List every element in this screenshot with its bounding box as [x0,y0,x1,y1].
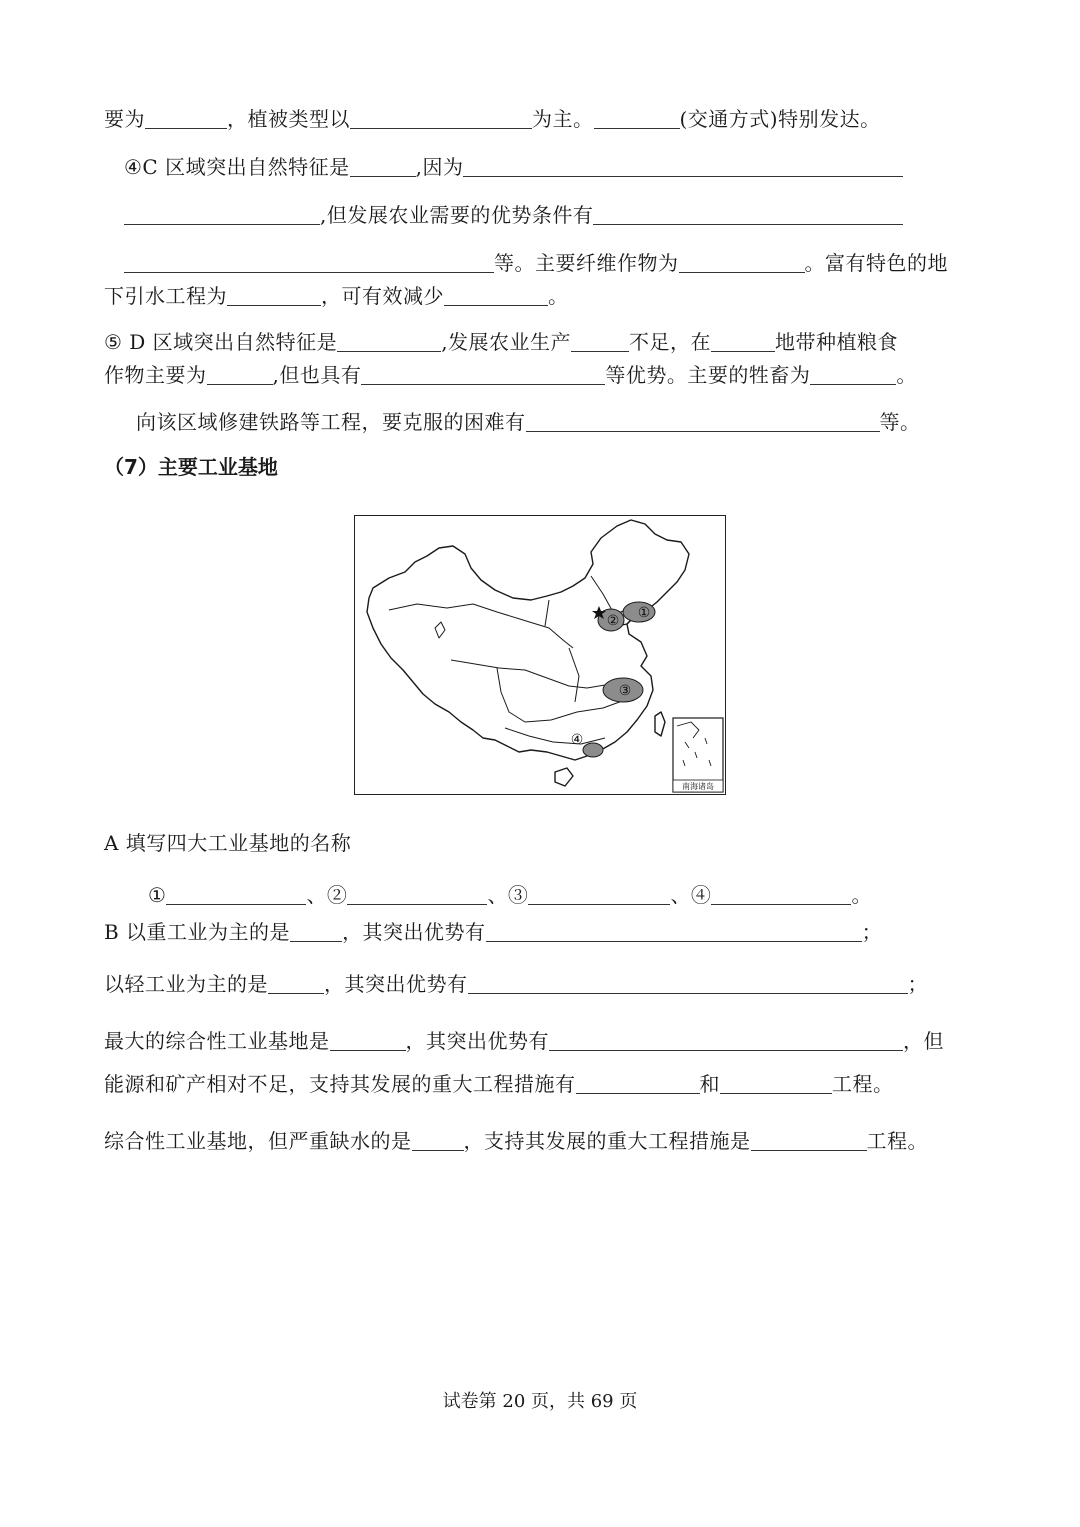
line-1-text-a: 要为 [104,107,145,131]
taiwan-outline [655,712,665,736]
question-a-items [148,880,872,910]
answer-blank[interactable] [350,154,416,177]
b1-text-c: ； [861,920,883,944]
line-3-text-a: ,但发展农业需要的优势条件有 [320,203,594,227]
answer-blank[interactable] [679,250,805,273]
question-b-line-4 [104,1069,894,1099]
b4-text-a: 能源和矿产相对不足，支持其发展的重大工程措施有 [104,1072,576,1096]
answer-blank[interactable] [268,971,324,994]
marker-2-label: ② [606,613,620,629]
line-7-text-c: 等优势。主要的牲畜为 [605,363,811,387]
line-4-text-a: 等。主要纤维作物为 [494,251,679,275]
question-b-line-1 [104,917,882,947]
section-heading: （7）主要工业基地 [104,455,278,479]
answer-blank[interactable] [207,362,273,385]
marker-1-label: ① [637,605,651,621]
question-b-line-3 [104,1026,944,1056]
text-line-4 [124,248,948,278]
answer-blank[interactable] [711,329,775,352]
question-a-title: A 填写四大工业基地的名称 [104,831,352,855]
line-2-text-b: ,因为 [415,155,464,179]
b5-text-b: ，支持其发展的重大工程措施是 [463,1129,751,1153]
line-7-text-d: 。 [896,363,917,387]
internal-boundary [505,728,605,744]
inset-label: 南海诸岛 [682,782,714,791]
answer-blank[interactable] [330,1028,406,1051]
line-4-text-b: 。富有特色的地 [804,251,948,275]
end-text: 。 [851,883,872,907]
text-line-3 [124,200,903,230]
answer-blank[interactable] [576,1071,700,1094]
map-drawing [355,516,726,795]
b2-text-a: 以轻工业为主的是 [104,972,268,996]
lake [435,622,445,638]
b1-text-a: B 以重工业为主的是 [104,920,291,944]
marker-4-label: ④ [570,732,584,748]
b4-text-b: 和 [699,1072,720,1096]
b3-text-b: ，其突出优势有 [405,1029,549,1053]
answer-blank[interactable] [444,283,548,306]
answer-blank[interactable] [571,329,629,352]
line-2-text-a: ④C 区域突出自然特征是 [124,155,350,179]
sep-4-text: 、④ [670,883,712,907]
answer-blank[interactable] [124,250,494,273]
answer-blank[interactable] [751,1128,867,1151]
question-b-line-2 [104,969,928,999]
b5-text-a: 综合性工业基地，但严重缺水的是 [104,1129,412,1153]
text-line-2 [124,152,903,182]
line-6-text-b: ,发展农业生产 [441,330,572,354]
marker-3-label: ③ [618,683,632,699]
marker-1-text: ① [148,883,167,907]
line-7-text-a: 作物主要为 [104,363,207,387]
answer-blank[interactable] [145,106,227,129]
sep-3-text: 、③ [487,883,529,907]
line-6-text-d: 地带种植粮食 [775,330,899,354]
answer-blank[interactable] [166,882,306,905]
answer-blank[interactable] [711,882,851,905]
b1-text-b: ，其突出优势有 [342,920,486,944]
answer-blank[interactable] [486,919,862,942]
answer-blank[interactable] [468,971,908,994]
industrial-base-4-region [583,743,603,757]
line-8-text-b: 等。 [879,410,921,434]
line-1-text-c: 为主。 [532,107,594,131]
answer-blank[interactable] [549,1028,903,1051]
answer-blank[interactable] [594,106,680,129]
answer-blank[interactable] [361,362,605,385]
answer-blank[interactable] [463,154,903,177]
answer-blank[interactable] [347,882,487,905]
b3-text-c: ，但 [903,1029,944,1053]
line-1-text-d: (交通方式)特别发达。 [679,107,881,131]
line-5-text-b: ，可有效减少 [321,284,444,308]
answer-blank[interactable] [412,1128,464,1151]
answer-blank[interactable] [526,409,880,432]
line-8-text-a: 向该区域修建铁路等工程，要克服的困难有 [136,410,526,434]
answer-blank[interactable] [337,329,441,352]
china-industrial-base-map [354,515,726,795]
country-outline [367,520,689,760]
b3-text-a: 最大的综合性工业基地是 [104,1029,330,1053]
b5-text-c: 工程。 [866,1129,928,1153]
answer-blank[interactable] [593,202,903,225]
hainan-outline [555,768,573,786]
answer-blank[interactable] [810,362,896,385]
line-5-text-c: 。 [548,284,569,308]
answer-blank[interactable] [720,1071,832,1094]
answer-blank[interactable] [528,882,670,905]
text-line-1 [104,104,881,134]
text-line-5 [104,281,569,311]
text-line-7 [104,360,917,390]
text-line-8 [136,407,921,437]
line-5-text-a: 下引水工程为 [104,284,227,308]
answer-blank[interactable] [350,106,532,129]
answer-blank[interactable] [290,919,342,942]
line-6-text-a: ⑤ D 区域突出自然特征是 [104,330,338,354]
question-b-line-5 [104,1126,928,1156]
b2-text-c: ； [907,972,928,996]
internal-boundary [451,660,611,688]
answer-blank[interactable] [227,283,321,306]
internal-boundary [591,576,613,612]
line-6-text-c: 不足，在 [629,330,712,354]
line-7-text-b: ,但也具有 [272,363,362,387]
page-footer: 试卷第 20 页，共 69 页 [442,1391,638,1412]
b4-text-c: 工程。 [832,1072,894,1096]
b2-text-b: ，其突出优势有 [324,972,468,996]
south-china-sea-inset [673,718,723,792]
answer-blank[interactable] [124,202,320,225]
sep-2-text: 、② [306,883,348,907]
text-line-6 [104,327,898,357]
line-1-text-b: ，植被类型以 [227,107,350,131]
